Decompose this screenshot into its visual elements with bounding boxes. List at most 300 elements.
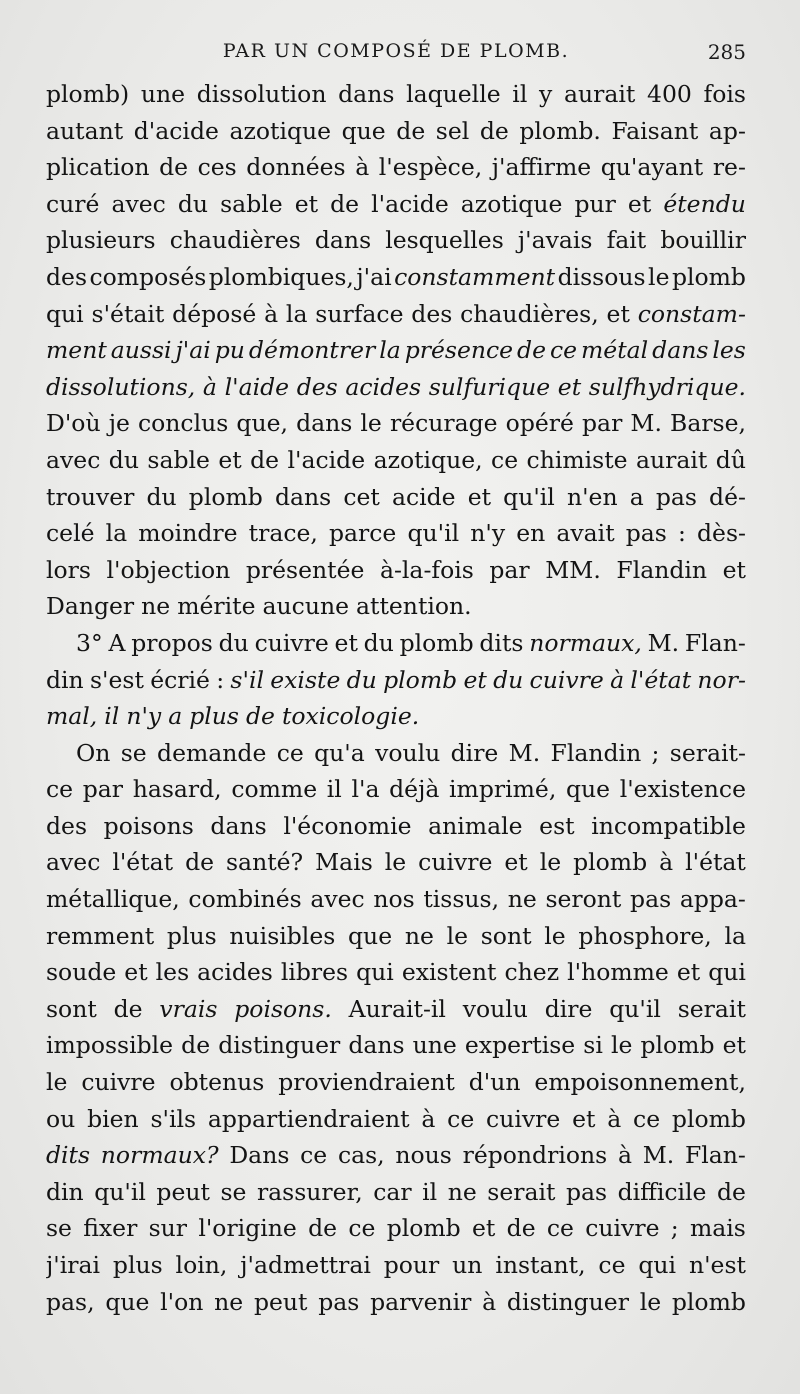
word: des [46,262,88,291]
word: de [245,702,275,731]
word: dissous [557,262,646,291]
word: hasard, [132,775,222,804]
word: ce [447,1104,475,1133]
word: acides [345,372,422,401]
word: pur [574,189,616,218]
text-line [46,808,746,845]
text-line [46,735,746,772]
word: toxicologie. [281,702,420,731]
page-number: 285 [707,40,746,64]
word: j'affirme [491,153,592,182]
word: azotique [460,189,563,218]
word: une [140,80,186,108]
word: 400 [647,80,692,108]
word: pour [383,1251,440,1279]
word: ; [651,738,660,767]
word: et [467,482,492,511]
word: ne [404,921,434,950]
word: du [146,482,177,511]
word: de [506,1214,536,1243]
word: Flan- [684,628,746,657]
word: constam- [637,299,746,328]
word: distinguer [506,1287,629,1316]
word: pas [655,482,697,511]
word: D'où [46,409,101,438]
word: pas, [46,1287,95,1316]
word: y [539,80,553,108]
word: dans [314,226,372,255]
word: qu'il [94,1177,146,1206]
word: trace, [248,519,318,548]
word: qu'il [609,994,661,1023]
word: : [216,665,225,694]
word: par [489,555,530,584]
text-line [46,771,746,808]
text-line [46,76,746,113]
word: répondrions [462,1141,608,1170]
word: M. [508,738,541,767]
word: dû [715,445,746,474]
word: propos [131,628,213,657]
word: acide [391,482,456,511]
word: il [422,1177,438,1206]
word: la [379,336,401,365]
word: pas [630,885,672,914]
word: du [218,628,249,657]
word: fois [703,80,746,108]
word: n'y [470,519,506,548]
word: M. [642,1141,675,1170]
word: que, [236,409,288,438]
word: plication [46,153,150,182]
word: je [108,409,130,438]
word: nuisibles [229,921,336,950]
word: l'origine [198,1214,297,1243]
word: empoisonnement, [534,1068,746,1097]
word: le [539,848,562,877]
word: bien [87,1104,139,1133]
word: parvenir [370,1287,472,1316]
word: la [105,519,128,548]
word: le [46,1068,68,1097]
word: ne [507,885,537,914]
text-line [46,1247,746,1284]
word: rassurer, [256,1177,363,1206]
word: l'on [160,1287,204,1316]
word: plomb [671,1104,746,1133]
word: aussi [110,336,172,365]
word: ne [447,1177,477,1206]
word: imprimé, [449,775,557,804]
word: dans [348,1031,405,1060]
word: proviendraient [278,1068,455,1097]
word: cas, [337,1141,385,1170]
word: à-la-fois [379,555,474,584]
word: chez [504,958,560,987]
word: il [104,702,120,731]
word: dissolution [196,80,327,108]
word: serait [677,994,746,1023]
word: phosphore, [578,921,712,950]
word: que [341,116,386,145]
word: aurait [636,445,708,474]
word: sulfurique [428,372,551,401]
word: pas [625,519,667,548]
word: ce [46,775,74,804]
word: cuivre [418,848,493,877]
word: il [512,80,528,108]
word: pas [565,1177,608,1206]
word: et [627,189,652,218]
word: ce [549,336,578,365]
text-line [46,1137,746,1174]
text-line [46,881,746,918]
text-line [46,479,746,516]
word: des [296,372,338,401]
word: sont [480,921,532,950]
word: plomb [383,665,458,694]
word: azotique, [373,445,483,474]
text-line [46,1210,746,1247]
text-line [46,149,746,186]
word: données [246,153,346,182]
word: dits [479,628,524,657]
word: déposé [172,299,257,328]
word: j'ai [356,262,392,291]
text-line [46,515,746,552]
word: de [185,848,215,877]
word: de [113,994,143,1023]
word: du [346,665,377,694]
word: par [582,409,623,438]
word: et [606,299,630,328]
word: combinés [188,885,302,914]
word: métallique, [46,885,180,914]
word: seront [545,885,622,914]
word: surface [315,299,404,328]
word: s'ils [150,1104,197,1133]
word: plomb [399,628,474,657]
word: et [557,372,582,401]
word: constamment [394,262,556,291]
word: l'état [630,665,692,694]
word: poisons [103,811,194,840]
word: dire [544,994,593,1023]
word: azotique [229,116,332,145]
word: MM. [545,555,601,584]
word: On [76,738,111,767]
word: que [348,921,393,950]
text-line [46,698,746,735]
word: nor- [697,665,746,694]
word: sel [435,116,470,145]
word: din [46,1177,84,1206]
word: de [716,1177,746,1206]
word: Mais [315,848,373,877]
word: santé? [226,848,304,877]
word: Flandin [550,738,642,767]
word: Flandin [616,555,708,584]
word: le [544,921,566,950]
word: dans [296,409,353,438]
word: fixer [83,1214,138,1243]
word: le [610,1031,633,1060]
word: le [639,1287,662,1316]
word: distinguer [218,1031,341,1060]
word: et [218,445,242,474]
word: l'homme [567,958,669,987]
word: métal [581,336,649,365]
word: Aurait-il [348,994,446,1023]
word: trouver [46,482,135,511]
text-line [46,625,746,662]
word: tissus, [423,885,500,914]
word: s'est [89,665,144,694]
word: étendu [663,189,746,218]
word: et [294,189,319,218]
word: opéré [505,409,574,438]
word: bouillir [660,226,746,255]
word: avec [310,885,365,914]
word: à [355,153,370,182]
word: conclus [137,409,229,438]
word: sable [147,445,210,474]
word: chaudières [169,226,301,255]
word: et [334,628,358,657]
page-header [46,36,746,72]
word: fait [606,226,647,255]
word: serait [487,1177,556,1206]
word: n'est [688,1251,746,1279]
word: difficile [617,1177,707,1206]
word: mais [689,1214,746,1243]
word: plus [189,702,239,731]
word: de [159,153,189,182]
word: Flan- [684,1141,746,1170]
word: normaux? [100,1141,219,1170]
word: l'état [112,848,174,877]
word: l'état [685,848,746,877]
word: présence [404,336,514,365]
body-text [46,76,746,1320]
word: le [360,409,382,438]
running-title: PAR UN COMPOSÉ DE PLOMB. [222,40,570,62]
word: déjà [389,775,440,804]
word: qu'il [407,519,460,548]
word: l'aide [224,372,290,401]
word: M. [647,628,680,657]
word: il [326,775,342,804]
word: de [479,116,509,145]
word: curé [46,189,100,218]
word: mérite [177,592,256,621]
word: Danger [46,592,135,621]
word: qui [638,1251,677,1279]
word: ou [46,1104,76,1133]
word: sulfhydrique. [588,372,746,401]
word: cuivre [254,628,329,657]
word: qui [46,299,84,328]
word: dé- [709,482,746,511]
word: ment [46,336,107,365]
word: et [676,958,701,987]
word: ce [276,738,304,767]
word: présentée [245,555,365,584]
word: ce [633,1104,661,1133]
word: plombiques, [208,262,354,291]
word: dès- [697,519,746,548]
word: demande [157,738,267,767]
word: serait- [669,738,746,767]
word: de [181,1031,211,1060]
word: A [108,628,126,657]
word: une [412,1031,457,1060]
word: Barse, [670,409,746,438]
word: appa- [679,885,746,914]
word: plus [112,1251,163,1279]
word: comme [231,775,318,804]
word: et [504,848,528,877]
word: cet [343,482,380,511]
word: et [124,958,148,987]
word: qu'a [314,738,365,767]
word: din [46,665,84,694]
word: j'ai [175,336,211,365]
text-line [46,369,746,406]
word: dans [210,811,267,840]
word: le [446,921,469,950]
text-line [46,186,746,223]
word: par [82,775,124,804]
word: : [677,519,686,548]
word: cuivre [529,665,604,694]
text-line [46,442,746,479]
word: l'espèce, [378,153,483,182]
word: ; [670,1214,679,1243]
word: loin, [175,1251,228,1279]
word: a [168,702,183,731]
word: laquelle [406,80,501,108]
word: vrais [159,994,218,1023]
word: instant, [495,1251,586,1279]
word: acides [197,958,273,987]
word: n'y [126,702,162,731]
word: du [108,445,139,474]
word: que [105,1287,150,1316]
word: les [155,958,190,987]
word: se [46,1214,72,1243]
word: j'avais [517,226,593,255]
word: M. [630,409,662,438]
word: de [517,336,546,365]
word: animale [428,811,523,840]
word: normaux, [529,628,642,657]
word: plusieurs [46,226,156,255]
word: de [330,189,360,218]
text-line [46,1101,746,1138]
word: des [46,811,88,840]
word: appartiendraient [207,1104,410,1133]
word: d'un [468,1068,521,1097]
word: l'acide [287,445,366,474]
word: impossible [46,1031,174,1060]
word: sont [46,994,97,1023]
word: qu'il [503,482,555,511]
word: celé [46,519,95,548]
word: obtenus [169,1068,265,1097]
word: avait [556,519,615,548]
text-line [46,113,746,150]
text-line [46,844,746,881]
word: plomb [640,1031,715,1060]
word: à [607,1104,622,1133]
text-line [46,1064,746,1101]
word: de [308,1214,338,1243]
word: chimiste [526,445,628,474]
word: remment [46,921,155,950]
text-line [46,1284,746,1321]
text-line [46,1027,746,1064]
word: libres [280,958,349,987]
word: à [482,1287,497,1316]
word: pu [214,336,245,365]
word: en [516,519,546,548]
word: j'irai [46,1251,101,1279]
word: plomb. [519,116,601,145]
text-line [46,332,746,369]
word: n'en [566,482,618,511]
text-line [46,662,746,699]
word: existent [401,958,497,987]
word: car [373,1177,412,1206]
word: plomb [386,1214,461,1243]
word: autant [46,116,124,145]
word: ce [546,1214,574,1243]
word: parce [328,519,397,548]
word: re- [712,153,746,182]
word: et [722,1031,746,1060]
word: à [264,299,279,328]
word: avec [46,848,101,877]
word: plomb [671,1287,746,1316]
word: démontrer [248,336,376,365]
word: la [724,921,746,950]
word: chaudières, [460,299,599,328]
word: attention. [356,592,472,621]
word: écrié [150,665,210,694]
word: l'acide [371,189,449,218]
word: l'existence [619,775,746,804]
word: soude [46,958,117,987]
word: les [712,336,746,365]
word: incompatible [591,811,746,840]
word: ne [141,592,171,621]
word: dans [652,336,709,365]
word: j'admettrai [240,1251,371,1279]
word: du [493,665,524,694]
word: sable [220,189,283,218]
word: qui [356,958,394,987]
word: nous [395,1141,452,1170]
text-line [46,552,746,589]
word: un [452,1251,483,1279]
word: à [202,372,217,401]
word: peut [156,1177,210,1206]
text-line [46,918,746,955]
word: qu'ayant [600,153,704,182]
word: pas [318,1287,360,1316]
word: cuivre [486,1104,561,1133]
